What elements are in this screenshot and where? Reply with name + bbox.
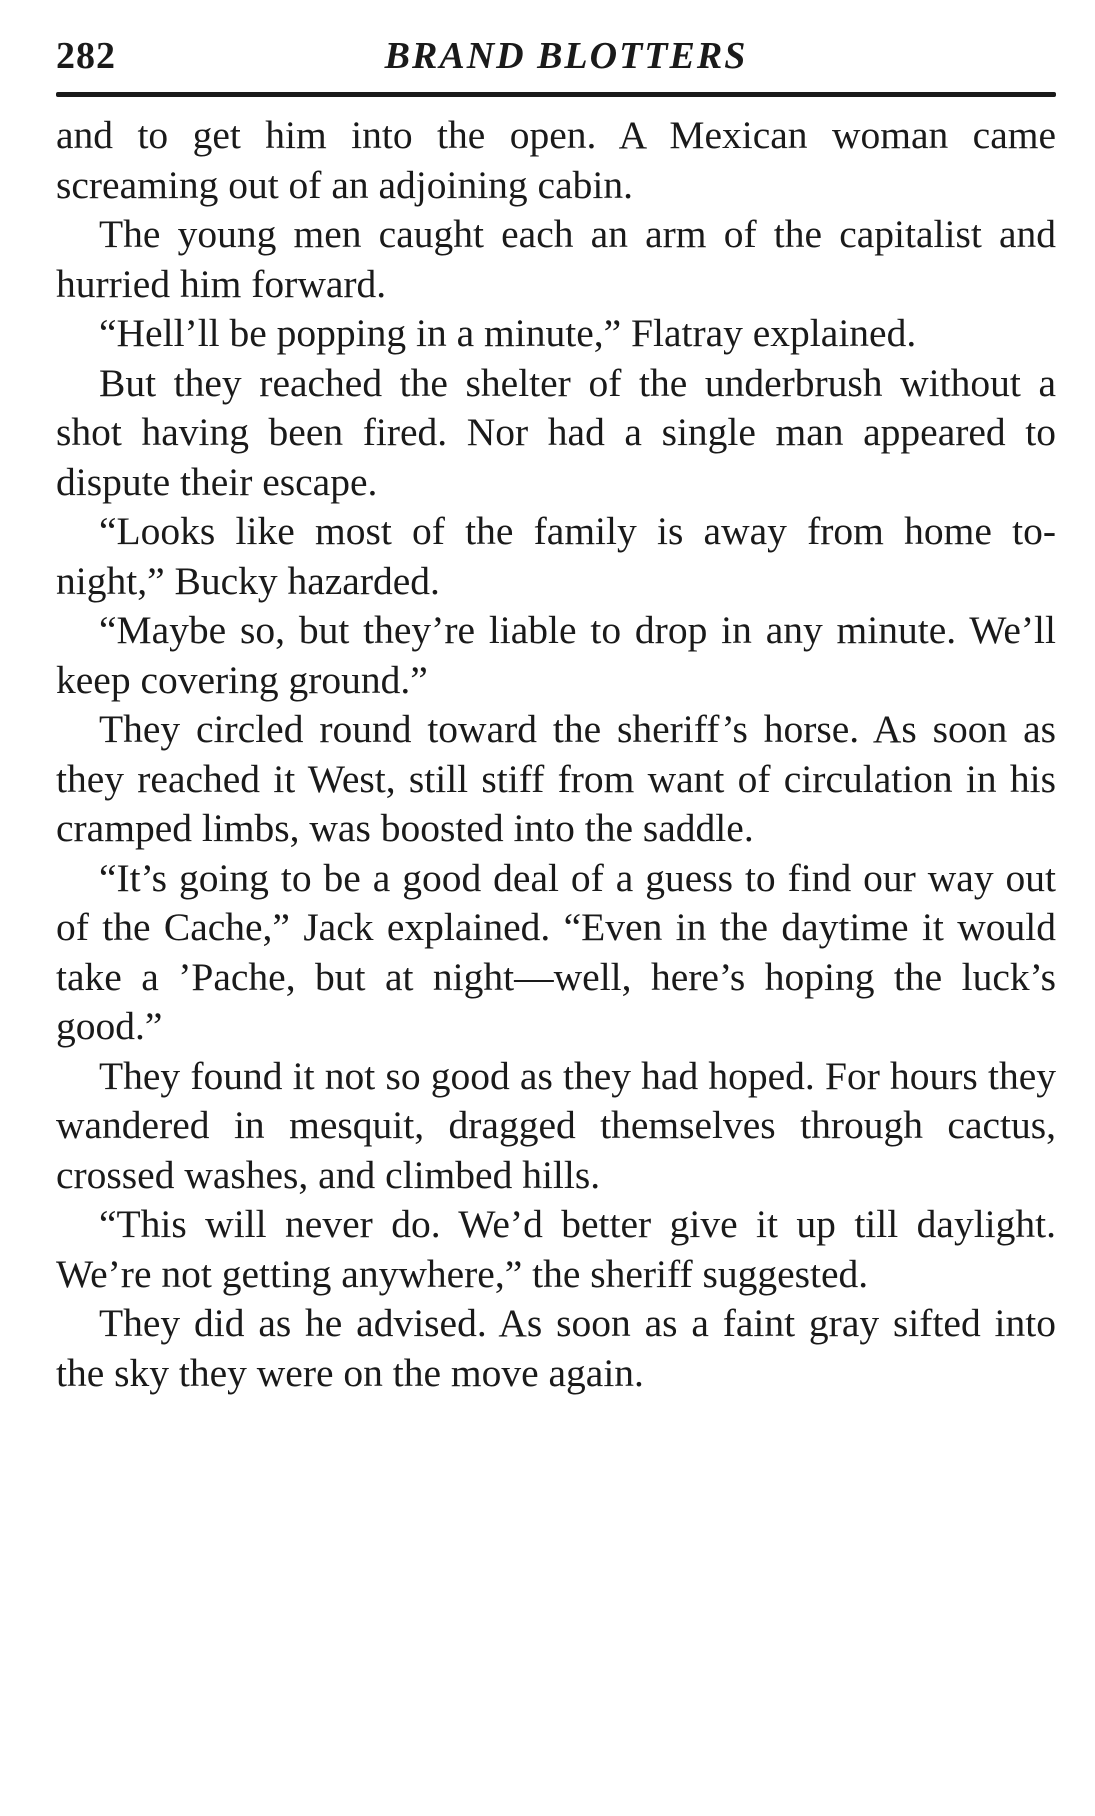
header-rule — [56, 92, 1056, 97]
paragraph: They did as he advised. As soon as a faint gray sifted into the sky they were on the move again. — [56, 1301, 1056, 1395]
paragraph: “Looks like most of the family is away from home to-night,” Bucky hazarded. — [56, 509, 1056, 603]
paragraph: “Hell’ll be popping in a minute,” Flatray explained. — [99, 311, 917, 355]
page-number: 282 — [56, 35, 116, 77]
running-title: BRAND BLOTTERS — [384, 35, 748, 77]
paragraph: They circled round toward the sheriff’s horse. As soon as they reached it West, still stiff from want of circulation in his cramped limbs, was boosted into the saddle. — [56, 707, 1056, 850]
paragraph: “Maybe so, but they’re liable to drop in any minute. We’ll keep covering ground.” — [56, 608, 1056, 702]
paragraph: “This will never do. We’d better give it up till daylight. We’re not getting anywhere,” the sheriff suggested. — [56, 1202, 1056, 1296]
book-page — [56, 28, 1056, 1398]
paragraph: “It’s going to be a good deal of a guess to find our way out of the Cache,” Jack explained. “Even in the daytime it would take a ’Pache, but at night—well, here’s hoping the luck’s good.” — [56, 855, 1056, 1048]
page-header — [56, 28, 1056, 88]
paragraph: But they reached the shelter of the underbrush without a shot having been fired. Nor had a single man appeared to dispute their escape. — [56, 360, 1056, 504]
paragraph: The young men caught each an arm of the capitalist and hurried him forward. — [56, 212, 1056, 306]
paragraph: They found it not so good as they had hoped. For hours they wandered in mesquit, dragged themselves through cactus, crossed washes, and climbed hills. — [56, 1053, 1056, 1197]
paragraph-continued: and to get him into the open. A Mexican woman came screaming out of an adjoining cabin. — [56, 113, 1056, 207]
body-text — [56, 111, 1056, 1398]
